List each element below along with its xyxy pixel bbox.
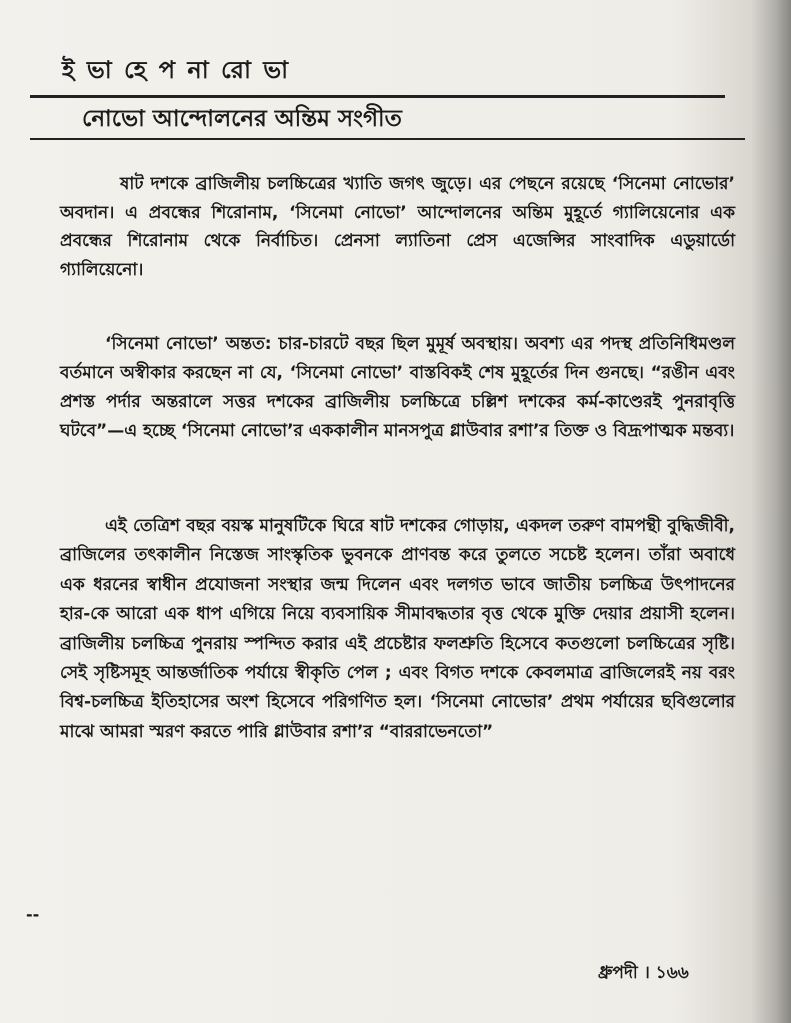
paragraph-3: এই তেত্রিশ বছর বয়স্ক মানুষটিকে ঘিরে ষাট দশকের গোড়ায়, একদল তরুণ বামপন্থী বুদ্ধিজীবী, ব্রাজিলের তৎকালীন নিস্তেজ সাংস্কৃতিক ভুবনকে প্রাণবন্ত করে তুলতে সচেষ্ট হলেন। তাঁরা অবাধে এক ধরনের স্বাধীন প্রযোজনা সংস্থার জন্ম দিলেন এবং দলগত ভাবে জাতীয় চলচ্চিত্র উৎপাদনের হার-কে আরো এক ধাপ এগিয়ে নিয়ে ব্যবসায়িক সীমাবদ্ধতার বৃত্ত থেকে মুক্তি দেয়ার প্রয়াসী হলেন। ব্রাজিলীয় চলচ্চিত্র পুনরায় স্পন্দিত করার এই প্রচেষ্টার ফলশ্রুতি হিসেবে কতগুলো চলচ্চিত্রের সৃষ্টি। সেই সৃষ্টিসমূহ আন্তর্জাতিক পর্যায়ে স্বীকৃতি পেল ; এবং বিগত দশকে কেবলমাত্র ব্রাজিলেরই নয় বরং বিশ্ব-চলচ্চিত্র ইতিহাসের অংশ হিসেবে পরিগণিত হল। ‘সিনেমা নোভোর’ প্রথম পর্যায়ের ছবিগুলোর মাঝে আমরা স্মরণ করতে পারি গ্লাউবার রশা’র “বাররাভেনতো” <box>60 516 735 742</box>
header-rule <box>30 95 725 98</box>
paragraph-1: ষাট দশকে ব্রাজিলীয় চলচ্চিত্রের খ্যাতি জগৎ জুড়ে। এর পেছনে রয়েছে ‘সিনেমা নোভোর’ অবদান। এ প্রবন্ধের শিরোনাম, ‘সিনেমা নোভো’ আন্দোলনের অন্তিম মুহূর্তে গ্যালিয়েনোর এক প্রবন্ধের শিরোনাম থেকে নির্বাচিত। প্রেনসা ল্যাতিনা প্রেস এজেন্সির সাংবাদিক এডুয়ার্ডো গ্যালিয়েনো। <box>60 174 735 280</box>
margin-mark: -- <box>26 905 40 924</box>
section-title: নোভো আন্দোলনের অন্তিম সংগীত <box>82 106 402 132</box>
page-edge-shadow <box>751 0 791 1023</box>
page-footer: ধ্রুপদী । ১৬৬ <box>598 963 689 983</box>
running-header: ই ভা হে প না রো ভা <box>62 56 291 84</box>
paragraph-2: ‘সিনেমা নোভো’ অন্তত: চার-চারটে বছর ছিল মুমূর্ষ অবস্থায়। অবশ্য এর পদস্থ প্রতিনিধিমণ্ডল বর্তমানে অস্বীকার করছেন না যে, ‘সিনেমা নোভো’ বাস্তবিকই শেষ মুহূর্তের দিন গুনছে। “রঙীন এবং প্রশস্ত পর্দার অন্তরালে সত্তর দশকের ব্রাজিলীয় চলচ্চিত্রে চল্লিশ দশকের কর্ম-কাণ্ডেরই পুনরাবৃত্তি ঘটবে”—এ হচ্ছে ‘সিনেমা নোভো’র এককালীন মানসপুত্র গ্লাউবার রশা’র তিক্ত ও বিদ্রূপাত্মক মন্তব্য। <box>60 334 735 441</box>
title-rule <box>30 138 745 140</box>
